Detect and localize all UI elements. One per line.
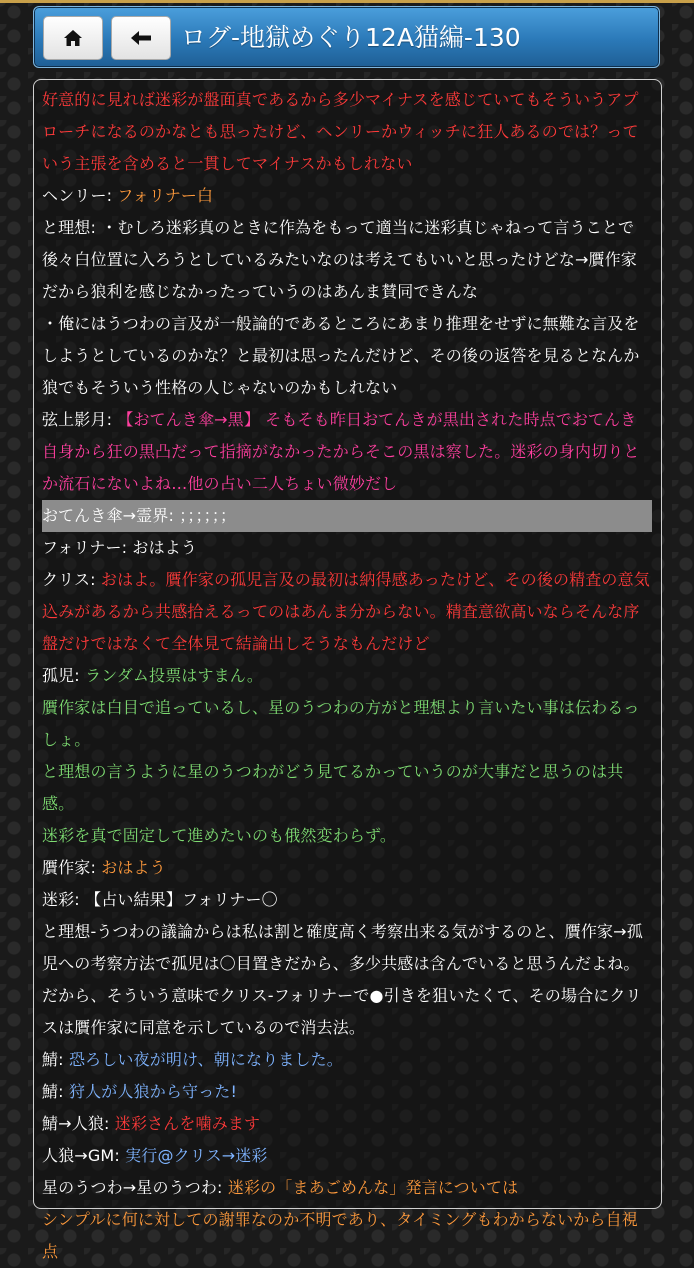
log-entry [42,692,652,756]
log-entry-speaker: 迷彩: [42,890,86,909]
log-entry-text: 迷彩を真で固定して進めたいのも俄然変わらず。 [42,826,397,845]
log-entry [42,212,652,276]
log-entry [42,980,652,1044]
log-entry-text: ・俺にはうつわの言及が一般論的であるところにあまり推理をせずに無難な言及をしようとしているのかな？と最初は思ったんだけど、その後の返答を見るとなんか狼でもそういう性格の人じゃないのかもしれない [42,314,640,397]
log-entry [42,756,652,820]
log-entry-text: 狩人が人狼から守った! [68,1082,238,1101]
home-icon [63,29,83,47]
log-entry [42,852,652,884]
log-entry-speaker: フォリナー: [42,538,133,557]
log-entry [42,916,652,980]
log-entry-text: 迷彩の「まあごめんな」発言については [227,1178,519,1197]
log-entry-text: 贋作家は白目で追っているし、星のうつわの方がと理想より言いたい事は伝わるっしょ。 [42,698,640,749]
log-entry-speaker: 鯖→人狼: [42,1114,115,1133]
log-entry-text: ランダム投票はすまん。 [85,666,264,685]
log-entry-speaker: 人狼→GM: [42,1146,126,1165]
top-accent-strip [0,0,694,3]
log-entry [42,564,652,660]
log-entry-text: と理想の言うように星のうつわがどう見てるかっていうのが大事だと思うのは共感。 [42,762,624,813]
log-entry-text: と理想-うつわの議論からは私は割と確度高く考察出来る気がするのと、贋作家→孤児への考察方法で孤児は〇目置きだから、多少共感は含んでいると思うんだよね。 [42,922,643,973]
log-entry-text: おはよう [132,538,198,557]
log-entry [42,660,652,692]
log-entry-speaker: おてんき傘→霊界: [42,506,180,525]
page-title: ログ-地獄めぐり12A猫編-130 [181,23,521,52]
log-entry-text: ；；；；；； [179,506,237,525]
log-entry [42,308,652,404]
header-bar [33,6,660,68]
log-entry [42,1076,652,1108]
log-entry-speaker: 弦上影月: [42,410,118,429]
log-entry-text: だから、そういう意味でクリス-フォリナーで●引きを狙いたくて、その場合にクリスは贋作家に同意を示しているので消去法。 [42,986,642,1037]
arrow-left-icon [130,30,152,46]
log-entry [42,1172,652,1204]
log-entry-speaker: クリス: [42,570,101,589]
log-entry-text: 好意的に見れば迷彩が盤面真であるから多少マイナスを感じていてもそういうアプローチになるのかなとも思ったけど、ヘンリーかウィッチに狂人あるのでは？っていう主張を含めると一貫してマイナスかもしれない [42,90,639,173]
log-entry-text: おはよ。贋作家の孤児言及の最初は納得感あったけど、その後の精査の意気込みがあるから共感拾えるってのはあんま分からない。精査意欲高いならそんな序盤だけではなくて全体見て結論出しそうなもんだけど [42,570,650,653]
log-entry [42,1140,652,1172]
log-entry-speaker: と理想: [42,218,102,237]
log-entry [42,404,652,500]
back-button[interactable] [111,16,171,60]
log-entry [42,1204,652,1268]
log-entry [42,500,652,532]
log-entry [42,276,652,308]
log-entry-speaker: 孤児: [42,666,86,685]
log-entry-speaker: 贋作家: [42,858,102,877]
log-entry [42,884,652,916]
log-entry [42,820,652,852]
log-entry-speaker: ヘンリー: [42,186,118,205]
log-entry-text: シンプルに何に対しての謝罪なのか不明であり、タイミングもわからないから自視点 [42,1210,638,1261]
log-entry-speaker: 星のうつわ→星のうつわ: [42,1178,228,1197]
log-entry-text: フォリナー白 [117,186,214,205]
log-entry-speaker: 鯖: [42,1082,69,1101]
log-list [34,80,661,1268]
log-panel [33,79,662,1261]
log-entry [42,532,652,564]
log-entry [42,180,652,212]
log-entry-text: 迷彩さんを噛みます [114,1114,261,1133]
log-entry [42,1108,652,1140]
log-entry-text: ・むしろ迷彩真のときに作為をもって適当に迷彩真じゃねって言うことで後々白位置に入ろうとしているみたいなのは考えてもいいと思ったけどな→贋作家 [42,218,637,269]
log-entry-speaker: 鯖: [42,1050,69,1069]
log-entry-text: 【占い結果】フォリナー〇 [85,890,278,909]
log-entry-text: だから狼利を感じなかったっていうのはあんま賛同できんな [42,282,479,301]
log-entry-text: 恐ろしい夜が明け、朝になりました。 [68,1050,343,1069]
log-entry-text: おはよう [101,858,166,877]
log-entry-text: 実行@クリス→迷彩 [125,1146,268,1165]
home-button[interactable] [43,16,103,60]
log-entry [42,84,652,180]
log-entry [42,1044,652,1076]
log-entry-text: 【おてんき傘→黒】 そもそも昨日おてんきが黒出された時点でおてんき自身から狂の黒凸だって指摘がなかったからそこの黒は察した。迷彩の身内切りとか流石にないよね…他の占い二人ちょい微妙だし [42,410,640,493]
